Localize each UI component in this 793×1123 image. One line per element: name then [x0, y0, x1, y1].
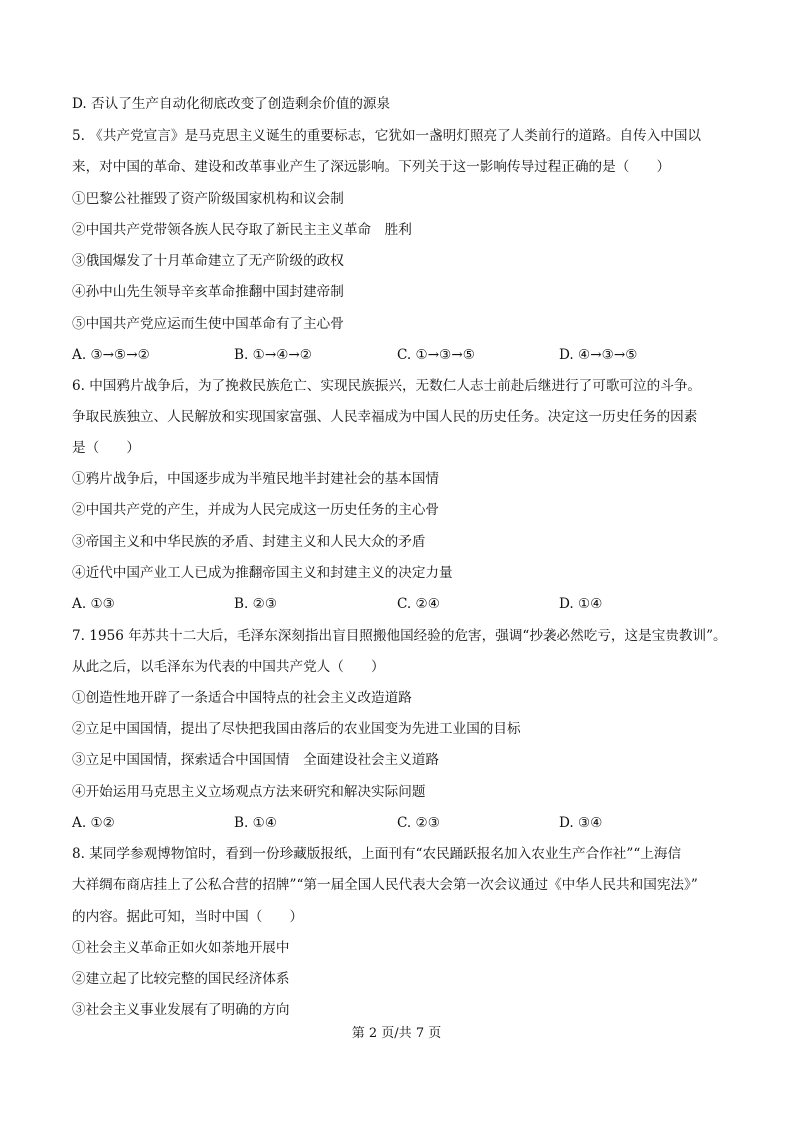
q7-options	[72, 813, 722, 833]
q5-option-d: D. ④→③→⑤	[559, 347, 638, 363]
q6-option-b: B. ②③	[234, 596, 278, 612]
q5-option-a: A. ③→⑤→②	[72, 347, 150, 363]
q5-item-1: ①巴黎公社摧毁了资产阶级国家机构和议会制	[72, 191, 344, 207]
q7-option-c: C. ②③	[397, 815, 440, 831]
q6-item-2: ②中国共产党的产生，并成为人民完成这一历史任务的主心骨	[72, 502, 440, 518]
q6-item-4: ④近代中国产业工人已成为推翻帝国主义和封建主义的决定力量	[72, 565, 453, 581]
q7-item-4: ④开始运用马克思主义立场观点方法来研究和解决实际问题	[72, 784, 426, 800]
q5-item-5: ⑤中国共产党应运而生使中国革命有了主心骨	[72, 316, 344, 332]
q6-item-3: ③帝国主义和中华民族的矛盾、封建主义和人民大众的矛盾	[72, 534, 426, 550]
q6-option-d: D. ①④	[559, 596, 603, 612]
q8-item-3: ③社会主义事业发展有了明确的方向	[72, 1002, 290, 1018]
q5-item-4: ④孙中山先生领导辛亥革命推翻中国封建帝制	[72, 284, 344, 300]
q5-option-b: B. ①→④→②	[234, 347, 312, 363]
q5-item-3: ③俄国爆发了十月革命建立了无产阶级的政权	[72, 253, 344, 269]
q7-item-1: ①创造性地开辟了一条适合中国特点的社会主义改造道路	[72, 690, 412, 706]
q7-stem-line-2: 从此之后，以毛泽东为代表的中国共产党人（ ）	[72, 659, 385, 675]
q8-stem-line-2: 大祥绸布商店挂上了公私合营的招牌”“第一届全国人民代表大会第一次会议通过《中华人民共和国宪法》”	[72, 877, 698, 893]
q6-item-1: ①鸦片战争后，中国逐步成为半殖民地半封建社会的基本国情	[72, 471, 440, 487]
q7-item-2: ②立足中国国情，提出了尽快把我国由落后的农业国变为先进工业国的目标	[72, 721, 521, 737]
q8-stem-line-1: 8. 某同学参观博物馆时，看到一份珍藏版报纸，上面刊有“农民踊跃报名加入农业生产合作社”“上海信	[72, 846, 682, 862]
q5-item-2: ②中国共产党带领各族人民夺取了新民主主义革命 胜利	[72, 222, 412, 238]
q6-stem-line-3: 是（ ）	[72, 440, 140, 456]
q7-stem-line-1: 7. 1956 年苏共十二大后，毛泽东深刻指出盲目照搬他国经验的危害，强调“抄袭必然吃亏，这是宝贵教训”。	[72, 628, 727, 644]
q7-option-a: A. ①②	[72, 815, 115, 831]
q8-stem-line-3: 的内容。据此可知，当时中国（ ）	[72, 909, 304, 925]
q5-option-c: C. ①→③→⑤	[397, 347, 475, 363]
q6-options	[72, 594, 722, 614]
q6-stem-line-1: 6. 中国鸦片战争后，为了挽救民族危亡、实现民族振兴，无数仁人志士前赴后继进行了可歌可泣的斗争。	[72, 378, 702, 394]
page-number: 第 2 页/共 7 页	[351, 1026, 442, 1041]
q5-options	[72, 345, 722, 365]
q8-item-1: ①社会主义革命正如火如荼地开展中	[72, 940, 290, 956]
q8-item-2: ②建立起了比较完整的国民经济体系	[72, 971, 290, 987]
q5-stem-line-1: 5. 《共产党宣言》是马克思主义诞生的重要标志，它犹如一盏明灯照亮了人类前行的道路。自传入中国以	[72, 128, 702, 144]
q6-stem-line-2: 争取民族独立、人民解放和实现国家富强、人民幸福成为中国人民的历史任务。决定这一历史任务的因素	[72, 409, 698, 425]
q7-item-3: ③立足中国国情，探索适合中国国情 全面建设社会主义道路	[72, 752, 440, 768]
prev-question-option-d: D. 否认了生产自动化彻底改变了创造剩余价值的源泉	[72, 96, 391, 112]
q7-option-b: B. ①④	[234, 815, 278, 831]
q7-option-d: D. ③④	[559, 815, 603, 831]
q6-option-c: C. ②④	[397, 596, 440, 612]
q5-stem-line-2: 来，对中国的革命、建设和改革事业产生了深远影响。下列关于这一影响传导过程正确的是（ ）	[72, 159, 671, 175]
q6-option-a: A. ①③	[72, 596, 115, 612]
